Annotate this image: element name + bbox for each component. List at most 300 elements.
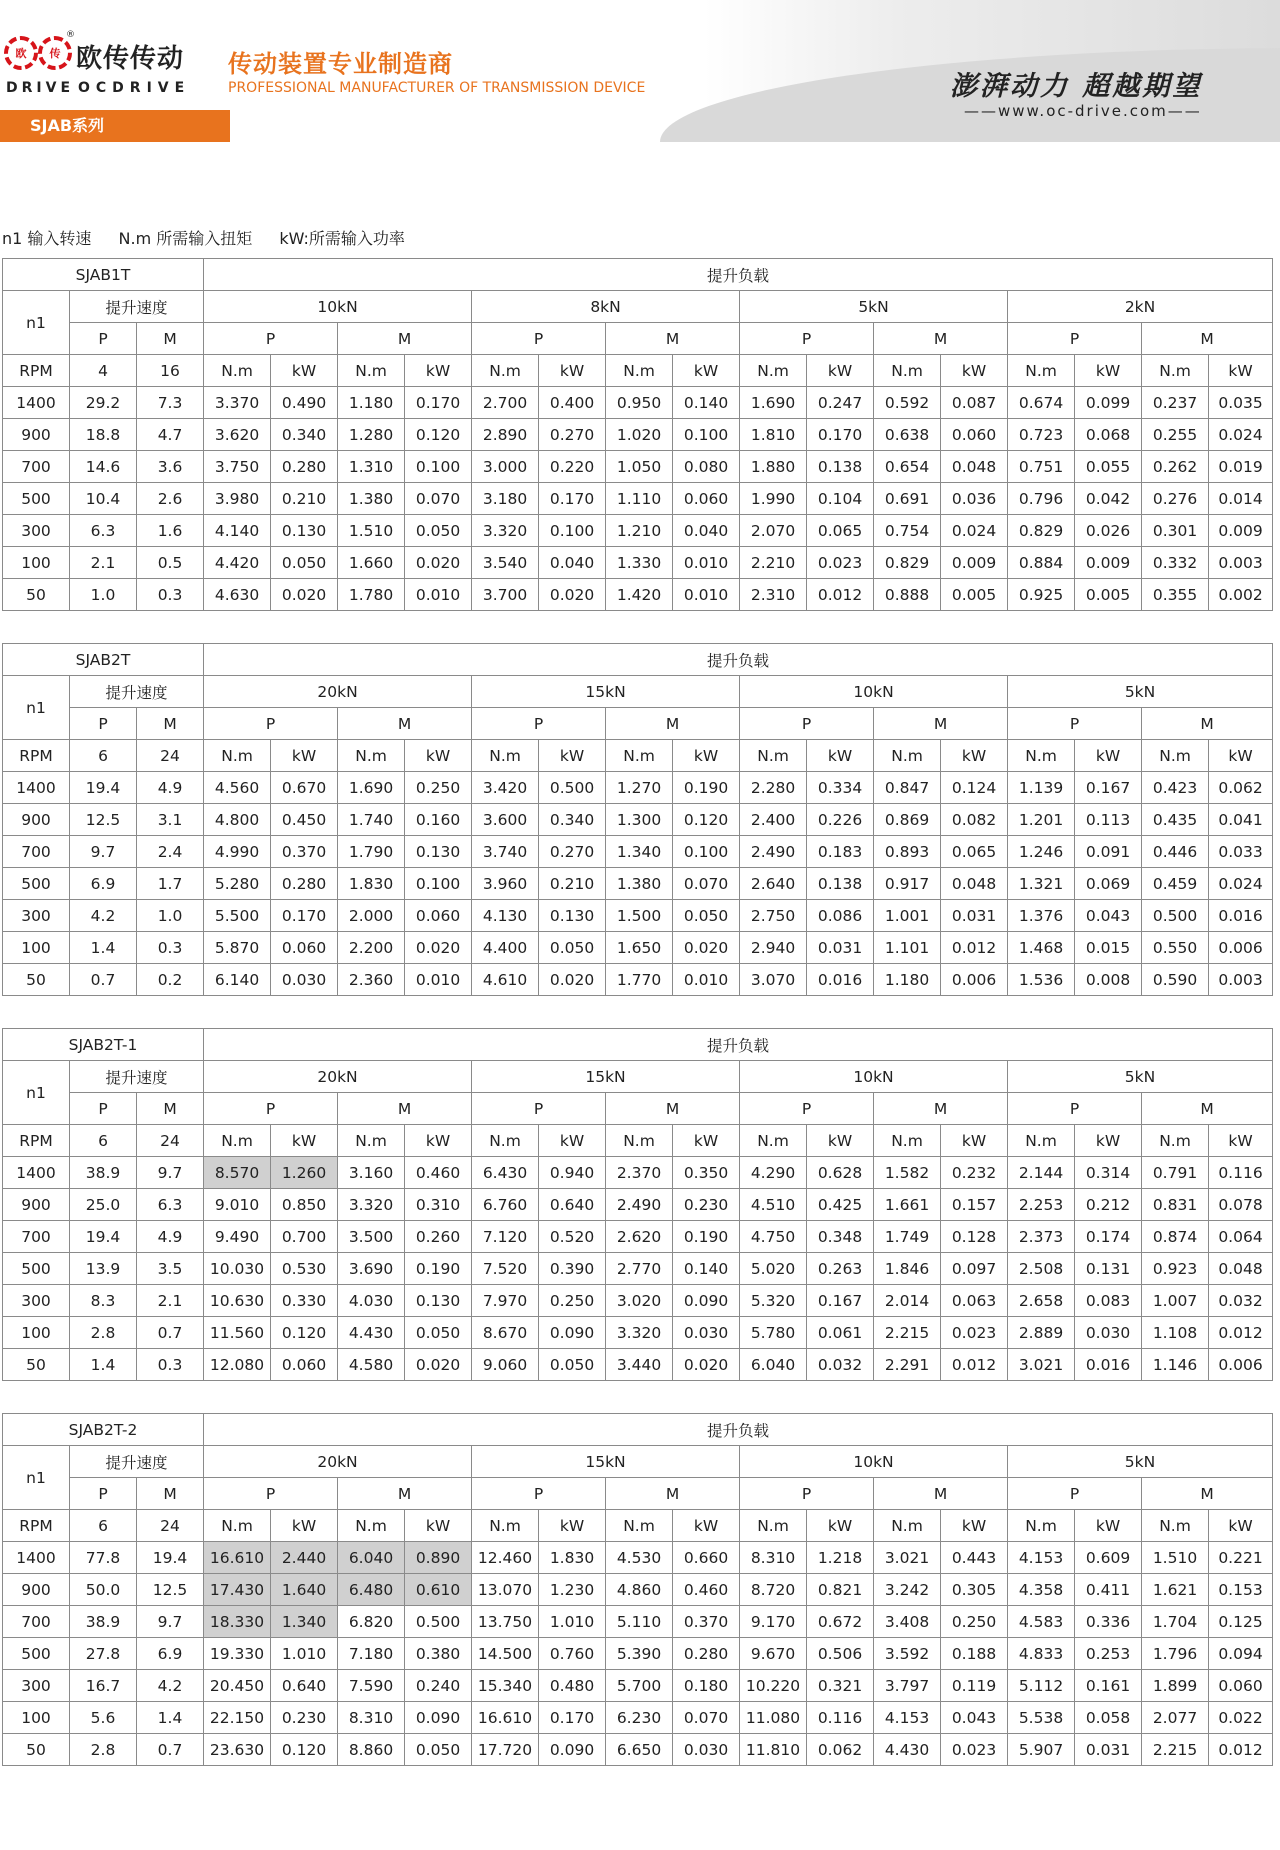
data-cell: 1.770	[606, 964, 673, 996]
data-cell: 0.923	[1142, 1253, 1209, 1285]
data-cell: 1.180	[338, 387, 405, 419]
ratio-p: 6	[70, 1510, 137, 1542]
data-cell: 1.101	[874, 932, 941, 964]
data-cell: 2.070	[740, 515, 807, 547]
unit-nm-header: N.m	[338, 1510, 405, 1542]
data-cell: 1.468	[1008, 932, 1075, 964]
data-cell: 0.167	[807, 1285, 874, 1317]
speed-value: 0.2	[137, 964, 204, 996]
speed-value: 0.7	[137, 1734, 204, 1766]
data-cell: 0.460	[673, 1574, 740, 1606]
data-cell: 0.090	[405, 1702, 472, 1734]
data-cell: 0.012	[1209, 1317, 1273, 1349]
data-cell: 0.640	[539, 1189, 606, 1221]
data-cell: 8.720	[740, 1574, 807, 1606]
speed-value: 0.7	[70, 964, 137, 996]
data-cell: 0.170	[539, 1702, 606, 1734]
unit-nm-header: N.m	[606, 740, 673, 772]
data-cell: 0.006	[1209, 932, 1273, 964]
data-cell: 2.750	[740, 900, 807, 932]
unit-nm-header: N.m	[1008, 1510, 1075, 1542]
data-cell: 0.040	[539, 547, 606, 579]
data-cell: 0.010	[673, 964, 740, 996]
p-group-header: P	[472, 323, 606, 355]
data-cell: 0.023	[807, 547, 874, 579]
data-cell: 3.320	[472, 515, 539, 547]
speed-value: 2.8	[70, 1317, 137, 1349]
ratio-m: 24	[137, 1125, 204, 1157]
rpm-value: 100	[3, 1702, 70, 1734]
data-cell: 3.540	[472, 547, 539, 579]
page-header	[0, 0, 1280, 142]
data-cell: 0.130	[539, 900, 606, 932]
data-cell: 3.420	[472, 772, 539, 804]
data-cell: 0.060	[1209, 1670, 1273, 1702]
speed-header: 提升速度	[70, 1061, 204, 1093]
table-row	[3, 1670, 1273, 1702]
unit-nm-header: N.m	[1142, 740, 1209, 772]
data-cell: 0.446	[1142, 836, 1209, 868]
unit-nm-header: N.m	[606, 1125, 673, 1157]
unit-nm-header: N.m	[472, 355, 539, 387]
company-logo	[4, 30, 204, 100]
speed-value: 10.4	[70, 483, 137, 515]
data-cell: 6.140	[204, 964, 271, 996]
data-cell: 0.340	[539, 804, 606, 836]
unit-nm-header: N.m	[606, 355, 673, 387]
load-value-header: 5kN	[1008, 1061, 1273, 1093]
unit-nm-header: N.m	[740, 1125, 807, 1157]
rpm-header: RPM	[3, 740, 70, 772]
data-cell: 0.628	[807, 1157, 874, 1189]
data-cell: 4.610	[472, 964, 539, 996]
rpm-value: 700	[3, 1221, 70, 1253]
load-value-header: 20kN	[204, 676, 472, 708]
rpm-value: 1400	[3, 772, 70, 804]
rpm-value: 1400	[3, 1157, 70, 1189]
data-cell: 0.270	[539, 419, 606, 451]
data-cell: 6.820	[338, 1606, 405, 1638]
data-cell: 0.026	[1075, 515, 1142, 547]
data-cell: 0.262	[1142, 451, 1209, 483]
unit-kw-header: kW	[941, 1510, 1008, 1542]
data-cell: 2.890	[472, 419, 539, 451]
table-row	[3, 483, 1273, 515]
data-cell: 2.280	[740, 772, 807, 804]
data-cell: 0.190	[405, 1253, 472, 1285]
data-cell: 3.370	[204, 387, 271, 419]
p-group-header: P	[1008, 708, 1142, 740]
unit-nm-header: N.m	[204, 740, 271, 772]
m-group-header: M	[606, 323, 740, 355]
data-cell: 0.443	[941, 1542, 1008, 1574]
rpm-value: 700	[3, 1606, 70, 1638]
data-cell: 3.021	[874, 1542, 941, 1574]
data-cell: 5.110	[606, 1606, 673, 1638]
table-row	[3, 387, 1273, 419]
logo-english-right: OCDRIVE	[78, 80, 191, 96]
data-cell: 2.077	[1142, 1702, 1209, 1734]
data-cell: 0.796	[1008, 483, 1075, 515]
data-cell: 0.670	[271, 772, 338, 804]
speed-value: 16.7	[70, 1670, 137, 1702]
data-cell: 19.330	[204, 1638, 271, 1670]
data-cell: 0.041	[1209, 804, 1273, 836]
data-cell: 2.200	[338, 932, 405, 964]
data-cell: 4.430	[338, 1317, 405, 1349]
data-cell: 8.860	[338, 1734, 405, 1766]
data-cell: 14.500	[472, 1638, 539, 1670]
data-cell: 9.010	[204, 1189, 271, 1221]
data-cell: 0.119	[941, 1670, 1008, 1702]
rpm-header: RPM	[3, 1510, 70, 1542]
data-cell: 0.006	[941, 964, 1008, 996]
data-cell: 0.334	[807, 772, 874, 804]
unit-kw-header: kW	[405, 740, 472, 772]
data-cell: 0.024	[1209, 419, 1273, 451]
rpm-value: 50	[3, 1349, 70, 1381]
data-cell: 4.860	[606, 1574, 673, 1606]
data-cell: 1.201	[1008, 804, 1075, 836]
data-cell: 4.510	[740, 1189, 807, 1221]
data-cell: 0.097	[941, 1253, 1008, 1285]
speed-m-header: M	[137, 1093, 204, 1125]
data-cell: 0.321	[807, 1670, 874, 1702]
data-cell: 1.230	[539, 1574, 606, 1606]
speed-value: 1.4	[70, 932, 137, 964]
data-cell: 0.425	[807, 1189, 874, 1221]
data-cell: 3.020	[606, 1285, 673, 1317]
data-cell: 0.520	[539, 1221, 606, 1253]
data-cell: 1.830	[338, 868, 405, 900]
data-cell: 0.280	[673, 1638, 740, 1670]
speed-value: 50.0	[70, 1574, 137, 1606]
unit-kw-header: kW	[271, 740, 338, 772]
data-cell: 0.674	[1008, 387, 1075, 419]
ratio-p: 6	[70, 1125, 137, 1157]
data-cell: 0.016	[1209, 900, 1273, 932]
data-cell: 7.590	[338, 1670, 405, 1702]
data-cell: 1.990	[740, 483, 807, 515]
data-cell: 0.237	[1142, 387, 1209, 419]
data-cell: 7.120	[472, 1221, 539, 1253]
data-cell: 0.609	[1075, 1542, 1142, 1574]
data-cell: 0.250	[405, 772, 472, 804]
data-cell: 7.970	[472, 1285, 539, 1317]
data-cell: 0.005	[1075, 579, 1142, 611]
data-cell: 5.390	[606, 1638, 673, 1670]
data-cell: 0.131	[1075, 1253, 1142, 1285]
model-name: SJAB1T	[3, 259, 204, 291]
speed-value: 3.5	[137, 1253, 204, 1285]
data-cell: 0.350	[673, 1157, 740, 1189]
data-cell: 1.340	[606, 836, 673, 868]
data-cell: 0.019	[1209, 451, 1273, 483]
unit-nm-header: N.m	[1008, 1125, 1075, 1157]
data-cell: 0.099	[1075, 387, 1142, 419]
data-cell: 0.063	[941, 1285, 1008, 1317]
data-cell: 0.009	[941, 547, 1008, 579]
slogan-english: PROFESSIONAL MANUFACTURER OF TRANSMISSION DEVICE	[228, 80, 646, 96]
data-cell: 0.050	[271, 547, 338, 579]
data-cell: 0.140	[673, 387, 740, 419]
unit-nm-header: N.m	[204, 1125, 271, 1157]
data-cell: 0.060	[941, 419, 1008, 451]
data-cell: 1.280	[338, 419, 405, 451]
load-value-header: 5kN	[740, 291, 1008, 323]
data-cell: 6.040	[338, 1542, 405, 1574]
data-cell: 0.336	[1075, 1606, 1142, 1638]
data-cell: 1.661	[874, 1189, 941, 1221]
rpm-value: 900	[3, 1574, 70, 1606]
data-cell: 0.276	[1142, 483, 1209, 515]
data-cell: 4.400	[472, 932, 539, 964]
table-row	[3, 804, 1273, 836]
m-group-header: M	[606, 1093, 740, 1125]
table-row	[3, 1221, 1273, 1253]
data-cell: 4.420	[204, 547, 271, 579]
data-cell: 0.032	[1209, 1285, 1273, 1317]
data-cell: 2.620	[606, 1221, 673, 1253]
data-cell: 0.024	[941, 515, 1008, 547]
data-cell: 2.360	[338, 964, 405, 996]
data-cell: 0.230	[673, 1189, 740, 1221]
data-cell: 0.130	[271, 515, 338, 547]
data-cell: 0.128	[941, 1221, 1008, 1253]
rpm-value: 50	[3, 579, 70, 611]
rpm-value: 100	[3, 932, 70, 964]
data-cell: 0.423	[1142, 772, 1209, 804]
data-cell: 0.226	[807, 804, 874, 836]
data-cell: 15.340	[472, 1670, 539, 1702]
data-cell: 0.020	[405, 932, 472, 964]
load-value-header: 20kN	[204, 1061, 472, 1093]
data-cell: 1.210	[606, 515, 673, 547]
data-cell: 0.660	[673, 1542, 740, 1574]
unit-kw-header: kW	[1209, 1510, 1273, 1542]
data-cell: 0.255	[1142, 419, 1209, 451]
unit-kw-header: kW	[1075, 1510, 1142, 1542]
data-cell: 11.560	[204, 1317, 271, 1349]
data-cell: 1.108	[1142, 1317, 1209, 1349]
data-cell: 8.570	[204, 1157, 271, 1189]
speed-value: 5.6	[70, 1702, 137, 1734]
model-name: SJAB2T	[3, 644, 204, 676]
data-cell: 4.140	[204, 515, 271, 547]
data-cell: 0.263	[807, 1253, 874, 1285]
data-cell: 0.090	[539, 1317, 606, 1349]
table-row	[3, 515, 1273, 547]
speed-value: 4.2	[137, 1670, 204, 1702]
rpm-value: 500	[3, 868, 70, 900]
data-cell: 0.030	[1075, 1317, 1142, 1349]
data-cell: 1.376	[1008, 900, 1075, 932]
data-cell: 1.300	[606, 804, 673, 836]
unit-nm-header: N.m	[472, 740, 539, 772]
data-cell: 5.538	[1008, 1702, 1075, 1734]
unit-kw-header: kW	[807, 355, 874, 387]
data-cell: 0.113	[1075, 804, 1142, 836]
data-cell: 0.070	[673, 868, 740, 900]
data-cell: 1.110	[606, 483, 673, 515]
data-cell: 0.700	[271, 1221, 338, 1253]
rpm-header: RPM	[3, 355, 70, 387]
speed-value: 3.1	[137, 804, 204, 836]
speed-p-header: P	[70, 708, 137, 740]
table-row	[3, 868, 1273, 900]
data-cell: 0.065	[807, 515, 874, 547]
data-cell: 2.215	[874, 1317, 941, 1349]
data-cell: 0.048	[941, 451, 1008, 483]
rpm-value: 1400	[3, 1542, 70, 1574]
data-cell: 0.247	[807, 387, 874, 419]
unit-kw-header: kW	[941, 355, 1008, 387]
data-cell: 1.218	[807, 1542, 874, 1574]
data-cell: 2.940	[740, 932, 807, 964]
website-url: ——www.oc-drive.com——	[964, 102, 1202, 120]
data-cell: 11.080	[740, 1702, 807, 1734]
m-group-header: M	[606, 708, 740, 740]
data-cell: 0.031	[807, 932, 874, 964]
unit-kw-header: kW	[539, 740, 606, 772]
data-cell: 0.314	[1075, 1157, 1142, 1189]
unit-legend	[2, 226, 427, 249]
data-cell: 0.829	[1008, 515, 1075, 547]
data-cell: 1.007	[1142, 1285, 1209, 1317]
data-cell: 0.036	[941, 483, 1008, 515]
data-cell: 0.400	[539, 387, 606, 419]
data-cell: 0.016	[1075, 1349, 1142, 1381]
data-cell: 23.630	[204, 1734, 271, 1766]
data-cell: 2.490	[740, 836, 807, 868]
p-group-header: P	[204, 708, 338, 740]
logo-english-left: DRIVE	[6, 80, 75, 96]
speed-value: 0.5	[137, 547, 204, 579]
data-cell: 0.020	[539, 964, 606, 996]
data-cell: 1.880	[740, 451, 807, 483]
unit-nm-header: N.m	[874, 1125, 941, 1157]
data-cell: 0.821	[807, 1574, 874, 1606]
speed-value: 6.3	[137, 1189, 204, 1221]
rpm-value: 900	[3, 1189, 70, 1221]
data-cell: 0.020	[405, 547, 472, 579]
p-group-header: P	[740, 1093, 874, 1125]
data-cell: 1.621	[1142, 1574, 1209, 1606]
data-cell: 5.870	[204, 932, 271, 964]
data-cell: 12.460	[472, 1542, 539, 1574]
data-cell: 0.100	[539, 515, 606, 547]
data-cell: 1.846	[874, 1253, 941, 1285]
unit-kw-header: kW	[807, 1125, 874, 1157]
data-cell: 0.082	[941, 804, 1008, 836]
speed-value: 19.4	[137, 1542, 204, 1574]
speed-value: 12.5	[137, 1574, 204, 1606]
data-cell: 0.033	[1209, 836, 1273, 868]
load-value-header: 15kN	[472, 676, 740, 708]
data-cell: 16.610	[204, 1542, 271, 1574]
data-cell: 4.358	[1008, 1574, 1075, 1606]
data-cell: 0.008	[1075, 964, 1142, 996]
data-cell: 3.440	[606, 1349, 673, 1381]
data-cell: 1.704	[1142, 1606, 1209, 1638]
data-cell: 0.640	[271, 1670, 338, 1702]
data-cell: 0.791	[1142, 1157, 1209, 1189]
data-cell: 3.320	[606, 1317, 673, 1349]
data-cell: 0.280	[271, 868, 338, 900]
unit-nm-header: N.m	[338, 355, 405, 387]
data-cell: 1.740	[338, 804, 405, 836]
load-value-header: 10kN	[740, 1061, 1008, 1093]
data-cell: 0.890	[405, 1542, 472, 1574]
data-cell: 0.672	[807, 1606, 874, 1638]
data-cell: 0.050	[539, 1349, 606, 1381]
data-cell: 4.153	[874, 1702, 941, 1734]
data-cell: 0.167	[1075, 772, 1142, 804]
unit-nm-header: N.m	[606, 1510, 673, 1542]
data-cell: 0.754	[874, 515, 941, 547]
data-cell: 4.430	[874, 1734, 941, 1766]
data-cell: 0.050	[539, 932, 606, 964]
load-value-header: 10kN	[204, 291, 472, 323]
speed-p-header: P	[70, 323, 137, 355]
speed-m-header: M	[137, 323, 204, 355]
ratio-p: 4	[70, 355, 137, 387]
load-value-header: 15kN	[472, 1446, 740, 1478]
rpm-value: 500	[3, 1638, 70, 1670]
data-cell: 0.530	[271, 1253, 338, 1285]
data-cell: 2.889	[1008, 1317, 1075, 1349]
data-cell: 0.610	[405, 1574, 472, 1606]
speed-value: 0.3	[137, 579, 204, 611]
speed-header: 提升速度	[70, 291, 204, 323]
data-cell: 1.640	[271, 1574, 338, 1606]
rpm-value: 700	[3, 451, 70, 483]
data-cell: 4.583	[1008, 1606, 1075, 1638]
data-cell: 4.290	[740, 1157, 807, 1189]
unit-nm-header: N.m	[472, 1510, 539, 1542]
n1-header: n1	[3, 1446, 70, 1510]
data-cell: 0.370	[673, 1606, 740, 1638]
spec-table-sjab2t-1	[2, 1028, 1273, 1381]
data-cell: 0.330	[271, 1285, 338, 1317]
ratio-m: 24	[137, 1510, 204, 1542]
load-value-header: 20kN	[204, 1446, 472, 1478]
speed-header: 提升速度	[70, 676, 204, 708]
data-cell: 3.320	[338, 1189, 405, 1221]
unit-kw-header: kW	[539, 1125, 606, 1157]
data-cell: 0.893	[874, 836, 941, 868]
speed-value: 6.3	[70, 515, 137, 547]
legend-kw: kW:所需输入功率	[279, 229, 405, 248]
data-cell: 12.080	[204, 1349, 271, 1381]
data-cell: 0.831	[1142, 1189, 1209, 1221]
data-cell: 9.060	[472, 1349, 539, 1381]
unit-nm-header: N.m	[740, 1510, 807, 1542]
table-row	[3, 547, 1273, 579]
load-value-header: 10kN	[740, 676, 1008, 708]
p-group-header: P	[1008, 323, 1142, 355]
data-cell: 0.100	[673, 419, 740, 451]
data-cell: 1.790	[338, 836, 405, 868]
data-cell: 6.480	[338, 1574, 405, 1606]
load-header: 提升负载	[204, 1414, 1273, 1446]
data-cell: 0.058	[1075, 1702, 1142, 1734]
data-cell: 0.003	[1209, 964, 1273, 996]
data-cell: 4.990	[204, 836, 271, 868]
m-group-header: M	[338, 708, 472, 740]
data-cell: 0.055	[1075, 451, 1142, 483]
unit-kw-header: kW	[405, 1125, 472, 1157]
